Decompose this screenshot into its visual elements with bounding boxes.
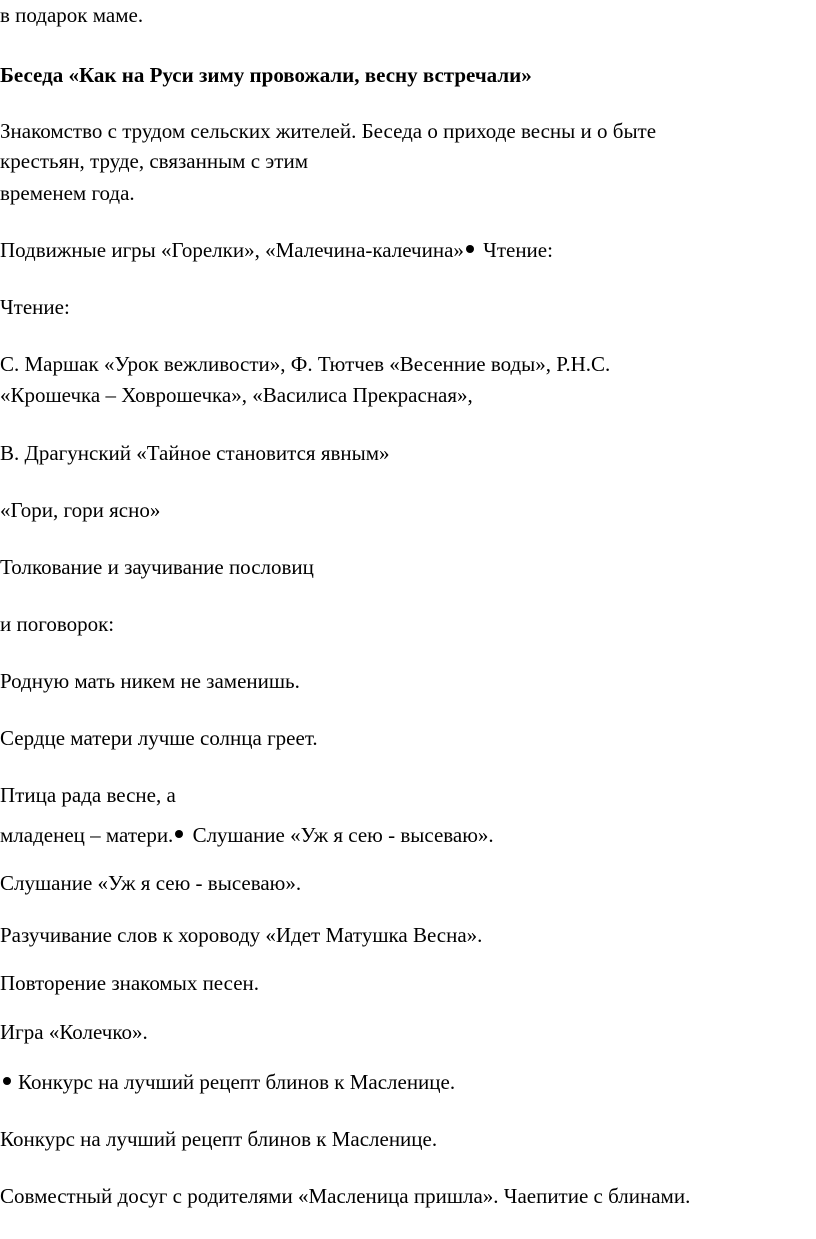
bullet-icon [175, 830, 183, 838]
text-line: и поговорок: [0, 612, 115, 636]
bullet-icon [3, 1077, 11, 1085]
text-line: в подарок маме. [0, 3, 144, 27]
text-line: Конкурс на лучший рецепт блинов к Масленице. [0, 1127, 438, 1151]
text-segment: Чтение: [477, 238, 553, 262]
text-segment: младенец – матери. [0, 823, 174, 847]
text-line: «Крошечка – Ховрошечка», «Василиса Прекрасная», [0, 383, 473, 407]
text-line: Толкование и заучивание пословиц [0, 555, 314, 579]
bullet-icon [466, 245, 474, 253]
text-line [0, 1069, 455, 1095]
text-line: Родную мать никем не заменишь. [0, 669, 300, 693]
text-line [0, 237, 553, 263]
text-line: «Гори, гори ясно» [0, 498, 161, 522]
text-line [0, 822, 494, 848]
text-segment: Слушание «Уж я сею - высеваю». [187, 823, 494, 847]
text-line: Разучивание слов к хороводу «Идет Матушка Весна». [0, 923, 483, 947]
text-line: С. Маршак «Урок вежливости», Ф. Тютчев «Весенние воды», Р.Н.С. [0, 352, 611, 376]
section-heading: Беседа «Как на Руси зиму провожали, весну встречали» [0, 63, 532, 87]
text-line: Игра «Колечко». [0, 1020, 148, 1044]
text-line: Птица рада весне, а [0, 783, 176, 807]
text-segment: Конкурс на лучший рецепт блинов к Масленице. [18, 1070, 456, 1094]
text-line: временем года. [0, 181, 135, 205]
text-line: Совместный досуг с родителями «Масленица пришла». Чаепитие с блинами. [0, 1184, 691, 1208]
text-line: крестьян, труде, связанным с этим [0, 149, 309, 173]
text-segment: Подвижные игры «Горелки», «Малечина-калечина» [0, 238, 464, 262]
text-line: Слушание «Уж я сею - высеваю». [0, 871, 302, 895]
text-line: Чтение: [0, 295, 70, 319]
text-line: Сердце матери лучше солнца греет. [0, 726, 318, 750]
text-line: Повторение знакомых песен. [0, 971, 260, 995]
text-line: Знакомство с трудом сельских жителей. Беседа о приходе весны и о быте [0, 119, 657, 143]
text-line: В. Драгунский «Тайное становится явным» [0, 441, 390, 465]
